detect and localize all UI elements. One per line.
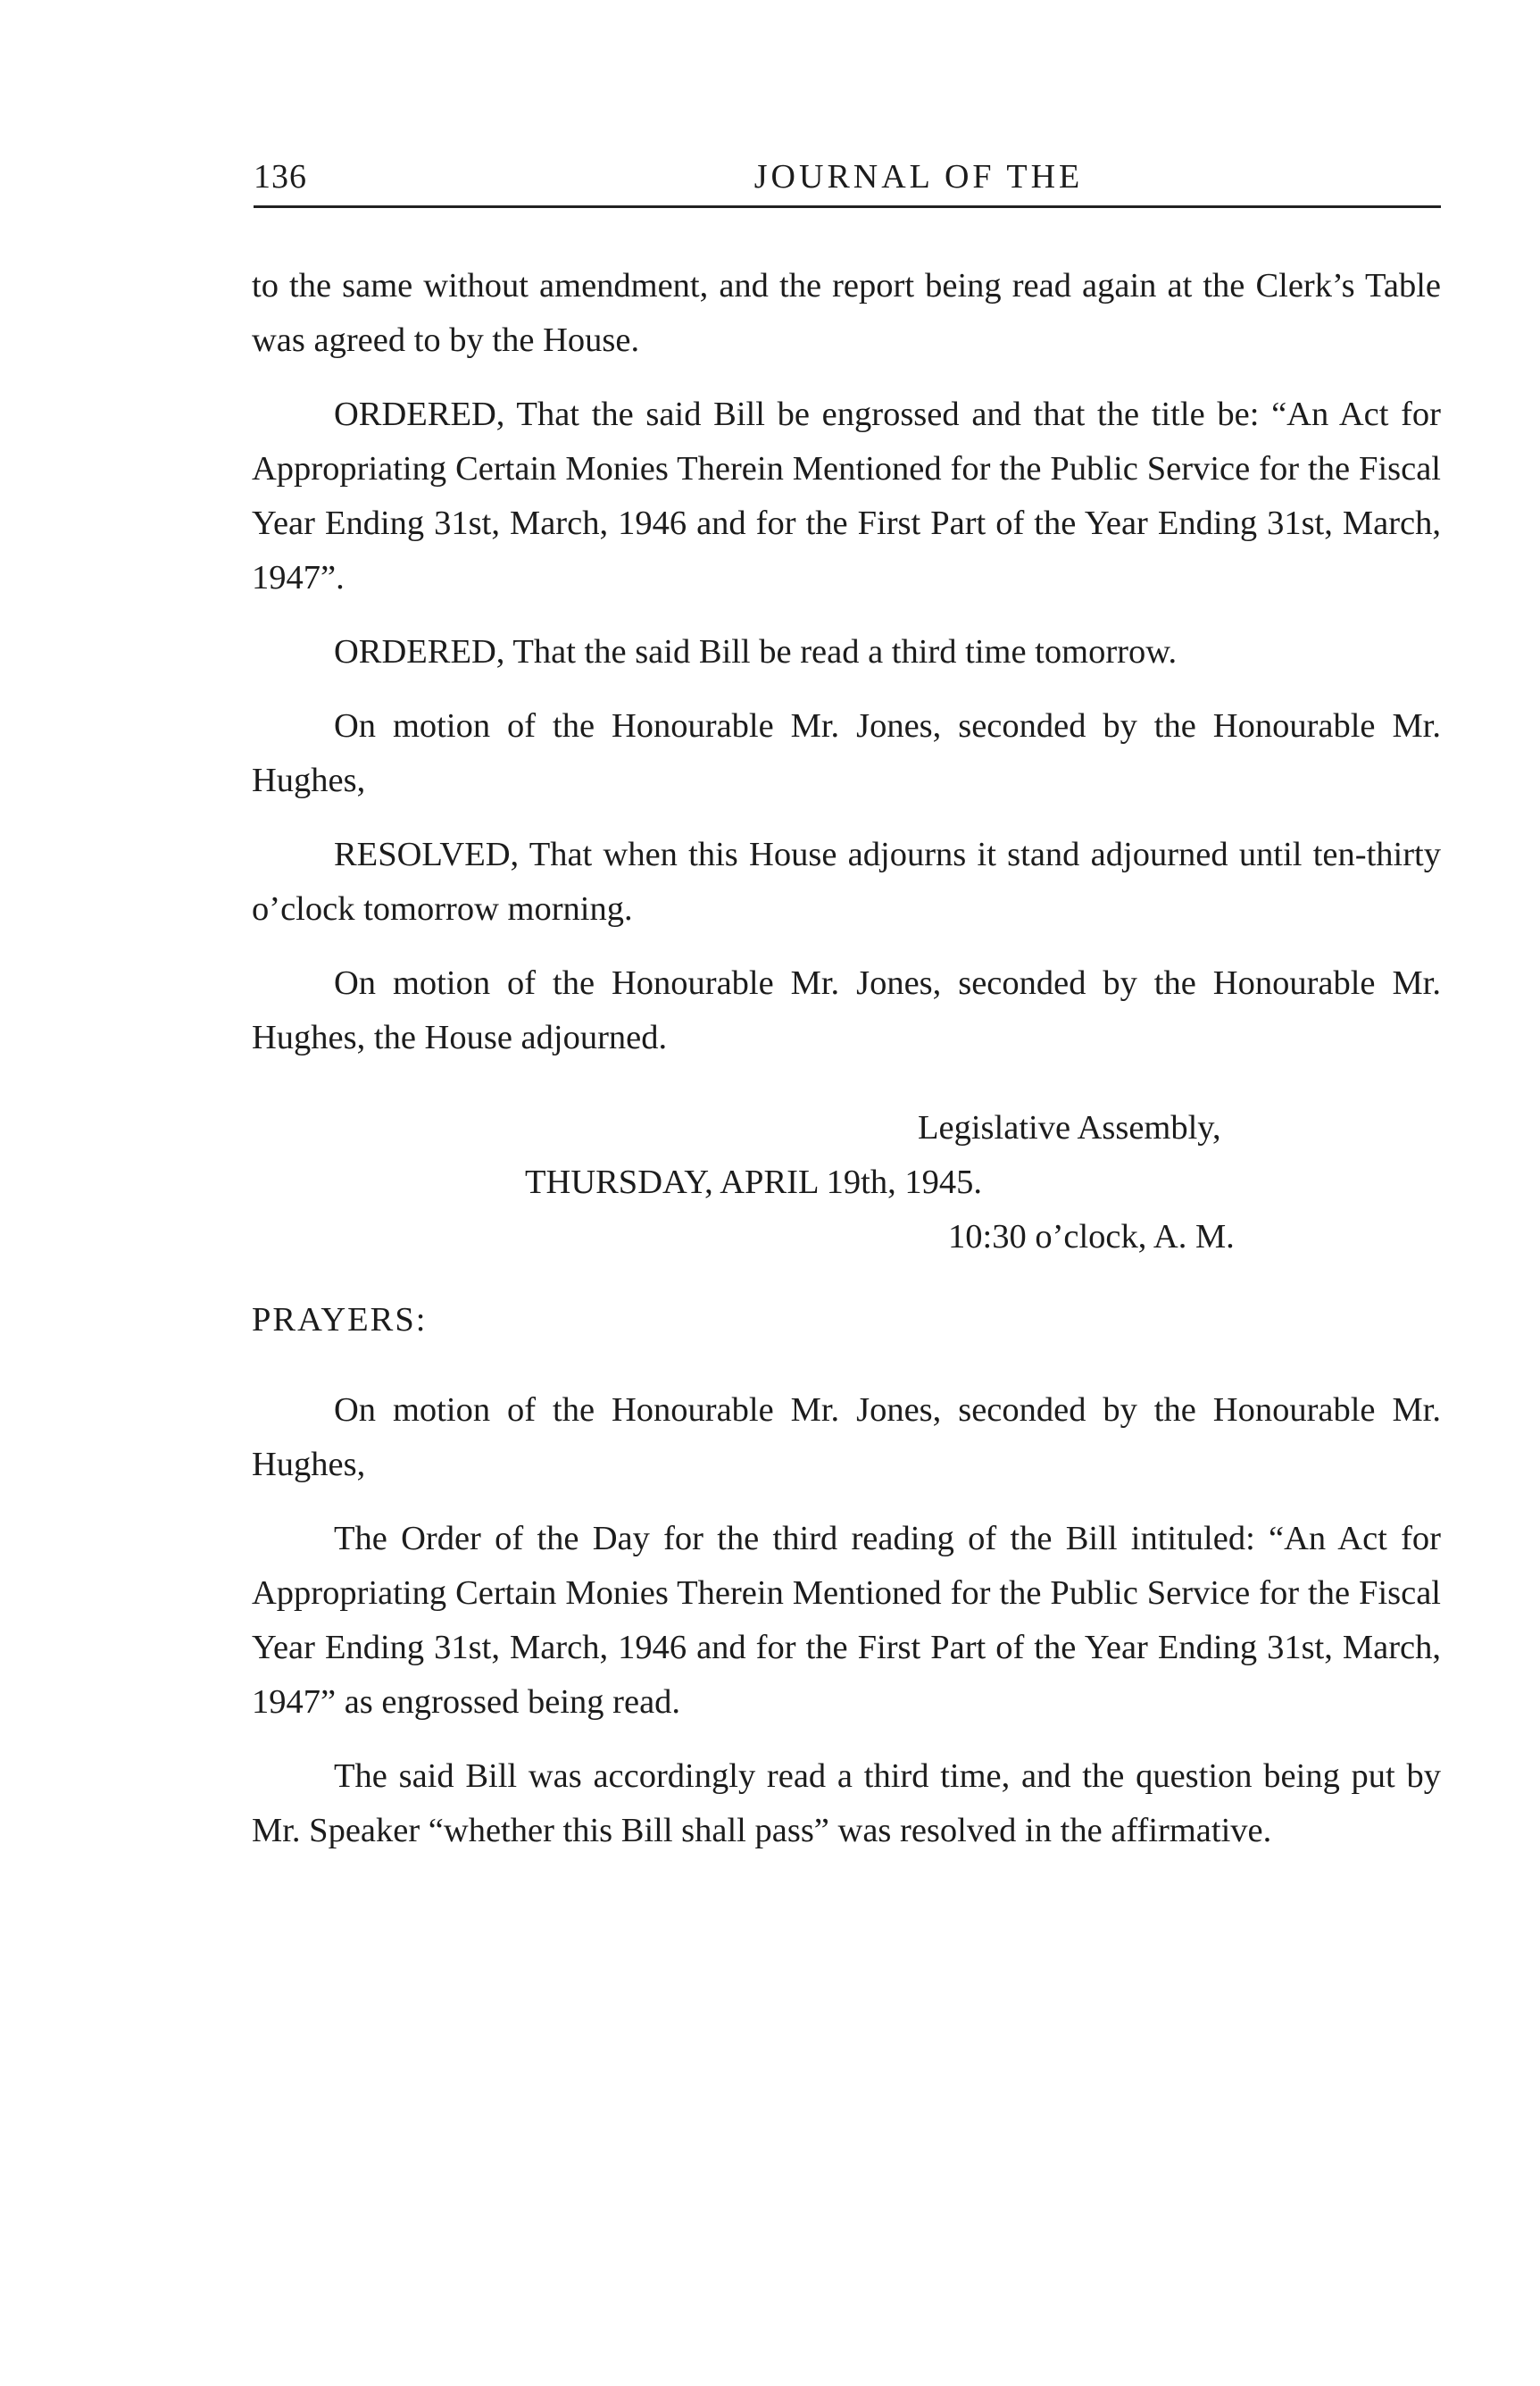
- paragraph-ordered-engrossed: ORDERED, That the said Bill be engrossed and that the title be: “An Act for Appropriating Certain Monies Therein Mentioned for the Public Service for the Fiscal Year Ending 31st, March, 1946 and for the First Part of the Year Ending 31st, March, 1947”.: [252, 396, 1441, 596]
- page-number: 136: [254, 158, 307, 196]
- paragraph-continuation: to the same without amendment, and the report being read again at the Clerk’s Table was agreed to by the House.: [252, 267, 1441, 359]
- paragraph-adjourned: On motion of the Honourable Mr. Jones, seconded by the Honourable Mr. Hughes, the House adjourned.: [252, 964, 1441, 1056]
- page-header: [254, 152, 1441, 208]
- dateline-date: THURSDAY, APRIL 19th, 1945.: [525, 1164, 983, 1201]
- paragraph-ordered-third-reading: ORDERED, That the said Bill be read a third time tomorrow.: [334, 633, 1178, 671]
- prayers-heading: PRAYERS:: [252, 1301, 428, 1339]
- paragraph-resolved: RESOLVED, That when this House adjourns it stand adjourned until ten-thirty o’clock tomorrow morning.: [252, 836, 1441, 928]
- paragraph-motion-second: On motion of the Honourable Mr. Jones, seconded by the Honourable Mr. Hughes,: [252, 1391, 1441, 1483]
- paragraph-order-of-day: The Order of the Day for the third reading of the Bill intituled: “An Act for Appropriating Certain Monies Therein Mentioned for the Public Service for the Fiscal Year Ending 31st, March, 1946 and for the First Part of the Year Ending 31st, March, 1947” as engrossed being read.: [252, 1520, 1441, 1721]
- dateline-time: 10:30 o’clock, A. M.: [948, 1218, 1235, 1256]
- running-head: JOURNAL OF THE: [753, 158, 1084, 196]
- paragraph-bill-passed: The said Bill was accordingly read a third time, and the question being put by Mr. Speaker “whether this Bill shall pass” was resolved in the affirmative.: [252, 1757, 1441, 1849]
- paragraph-motion: On motion of the Honourable Mr. Jones, seconded by the Honourable Mr. Hughes,: [252, 707, 1441, 799]
- sitting-dateline: [252, 1101, 1441, 1264]
- dateline-assembly: Legislative Assembly,: [918, 1109, 1221, 1147]
- journal-body: [252, 259, 1441, 1878]
